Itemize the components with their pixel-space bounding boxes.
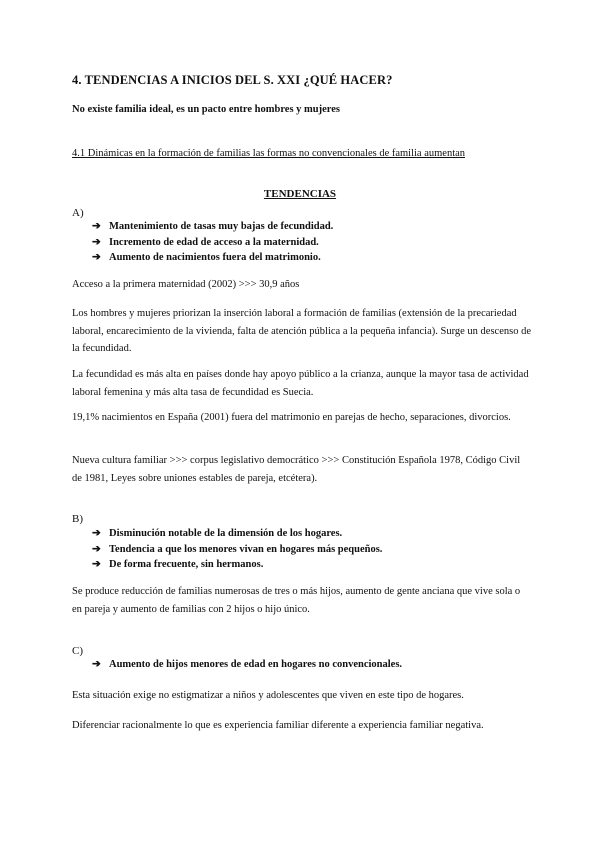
list-item: ➔ Aumento de hijos menores de edad en hogares no convencionales. <box>92 657 402 673</box>
arrow-right-icon: ➔ <box>92 236 101 248</box>
tendencias-title: TENDENCIAS <box>263 188 337 200</box>
arrow-right-icon: ➔ <box>92 221 101 232</box>
section-a-label: A) <box>72 207 84 219</box>
arrow-right-icon: ➔ <box>92 543 101 555</box>
paragraph: Acceso a la primera maternidad (2002) >>> 30,9 años <box>72 279 300 290</box>
list-item: ➔ Incremento de edad de acceso a la maternidad. <box>92 235 333 251</box>
paragraph: Esta situación exige no estigmatizar a niños y adolescentes que viven en este tipo de hogares. <box>72 690 464 701</box>
arrow-right-icon: ➔ <box>92 528 101 539</box>
section-a-list <box>92 219 333 266</box>
paragraph: Nueva cultura familiar >>> corpus legislativo democrático >>> Constitución Española 1978, Código Civil de 1981, Leyes sobre uniones estables de pareja, etcétera). <box>72 455 521 484</box>
section-c-label: C) <box>72 645 83 657</box>
section-b-label: B) <box>72 513 83 525</box>
paragraph: Diferenciar racionalmente lo que es experiencia familiar diferente a experiencia familiar negativa. <box>72 720 484 731</box>
paragraph: 19,1% nacimientos en España (2001) fuera del matrimonio en parejas de hecho, separaciones, divorcios. <box>72 412 511 423</box>
paragraph: Se produce reducción de familias numerosas de tres o más hijos, aumento de gente anciana que vive sola o en pareja y aumento de familias con 2 hijos o hijo único. <box>72 586 521 615</box>
list-item: ➔ Mantenimiento de tasas muy bajas de fecundidad. <box>92 219 333 235</box>
paragraph: La fecundidad es más alta en países donde hay apoyo público a la crianza, aunque la mayor tasa de actividad laboral femenina y más alta tasa de fecundidad es Suecia. <box>72 369 529 398</box>
arrow-right-icon: ➔ <box>92 252 101 263</box>
section-b-list <box>92 526 382 573</box>
section-c-list <box>92 657 402 673</box>
list-item: ➔ Aumento de nacimientos fuera del matrimonio. <box>92 250 333 266</box>
list-item: ➔ De forma frecuente, sin hermanos. <box>92 557 382 573</box>
page-subheading: No existe familia ideal, es un pacto entre hombres y mujeres <box>72 104 341 115</box>
arrow-right-icon: ➔ <box>92 559 101 570</box>
list-item: ➔ Disminución notable de la dimensión de los hogares. <box>92 526 382 542</box>
paragraph: Los hombres y mujeres priorizan la inserción laboral a formación de familias (extensión de la precariedad laboral, encarecimiento de la vivienda, falta de atención pública a la pequeña infancia). Surge un descenso de la fecundidad. <box>72 308 531 354</box>
page-heading: 4. TENDENCIAS A INICIOS DEL S. XXI ¿QUÉ HACER? <box>72 73 393 87</box>
arrow-right-icon: ➔ <box>92 659 101 670</box>
section-title: 4.1 Dinámicas en la formación de familias las formas no convencionales de familia aumentan <box>72 148 466 159</box>
list-item: ➔ Tendencia a que los menores vivan en hogares más pequeños. <box>92 542 382 558</box>
